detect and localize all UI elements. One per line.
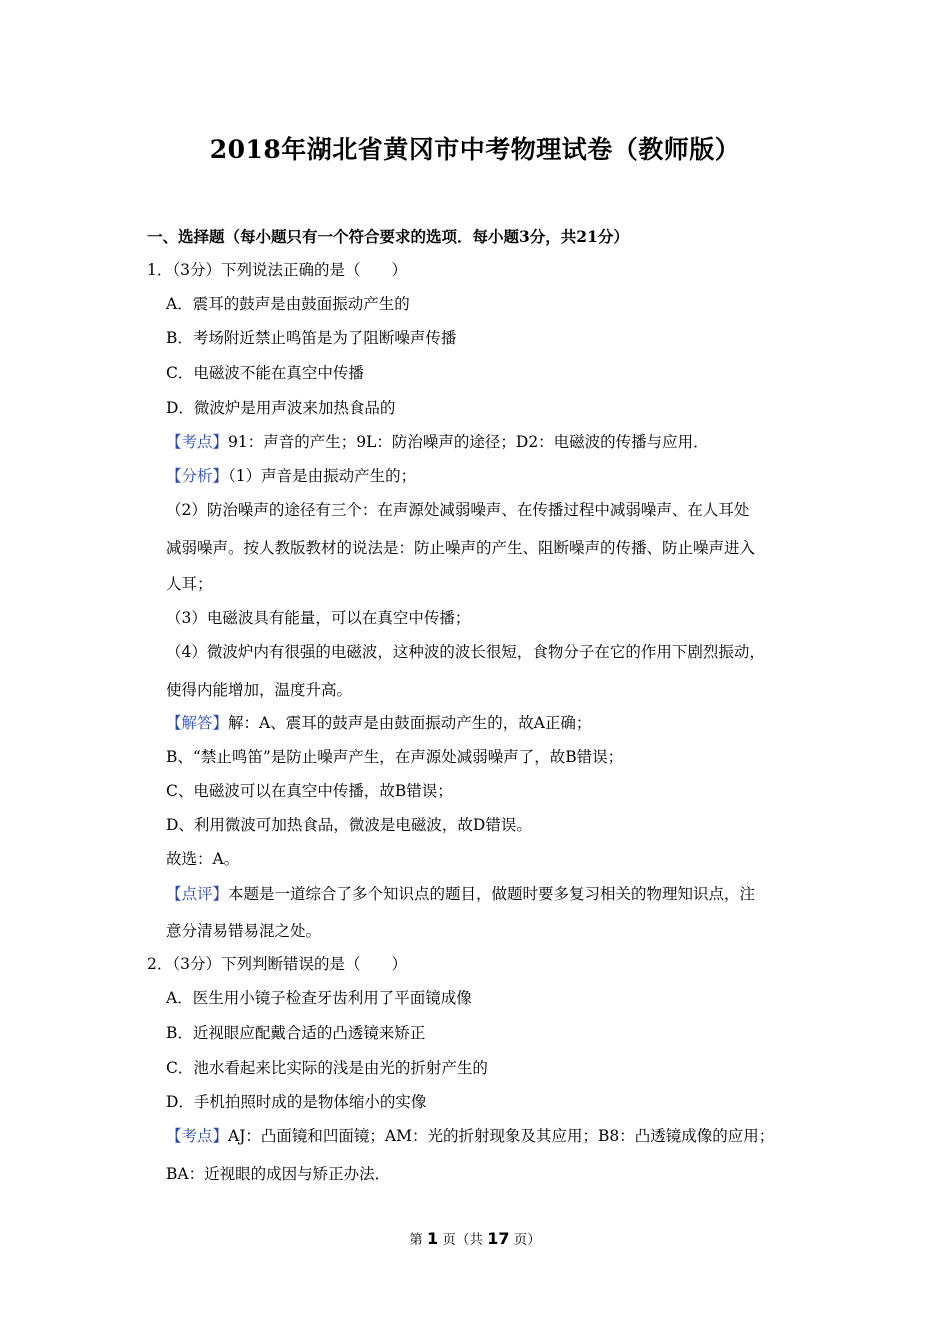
question-1-dianping: [166, 884, 755, 904]
question-1-option-b: B．考场附近禁止鸣笛是为了阻断噪声传播: [166, 329, 457, 347]
question-1-kaodian: [166, 432, 709, 452]
fenxi-line-2c: 人耳；: [166, 575, 213, 593]
question-1-option-a: A．震耳的鼓声是由鼓面振动产生的: [166, 295, 410, 313]
dianping-line-1: 本题是一道综合了多个知识点的题目，做题时要多复习相关的物理知识点，注: [228, 885, 756, 903]
fenxi-line-4a: （4）微波炉内有很强的电磁波，这种波的波长很短，食物分子在它的作用下剧烈振动，: [166, 643, 765, 661]
fenxi-line-3: （3）电磁波具有能量，可以在真空中传播；: [166, 609, 471, 627]
jieda-tag: 【解答】: [166, 714, 229, 732]
footer-suffix: 页）: [509, 1232, 541, 1248]
kaodian-tag: 【考点】: [166, 433, 229, 451]
footer-prefix: 第: [409, 1232, 427, 1248]
question-2-stem: 2．（3分）下列判断错误的是（ ）: [147, 955, 407, 973]
kaodian-text: 91：声音的产生；9L：防治噪声的途径；D2：电磁波的传播与应用．: [228, 433, 709, 451]
section-heading: 一、选择题（每小题只有一个符合要求的选项．每小题3分，共21分）: [147, 227, 629, 246]
document-title: 2018年湖北省黄冈市中考物理试卷（教师版）: [209, 135, 741, 164]
dianping-tag: 【点评】: [166, 885, 229, 903]
question-2-option-d: D．手机拍照时成的是物体缩小的实像: [166, 1093, 427, 1111]
question-2-option-a: A．医生用小镜子检查牙齿利用了平面镜成像: [166, 989, 472, 1007]
jieda-line-5: 故选：A。: [166, 850, 240, 868]
question-2-option-c: C．池水看起来比实际的浅是由光的折射产生的: [166, 1059, 488, 1077]
footer-middle: 页（共: [438, 1232, 488, 1248]
dianping-line-2: 意分清易错易混之处。: [166, 922, 322, 940]
total-pages: 17: [487, 1229, 510, 1248]
question-1-stem: 1．（3分）下列说法正确的是（ ）: [147, 261, 407, 279]
question-1-option-d: D．微波炉是用声波来加热食品的: [166, 399, 396, 417]
fenxi-tag: 【分析】: [166, 467, 229, 485]
jieda-line-1: 解：A、震耳的鼓声是由鼓面振动产生的，故A正确；: [228, 714, 592, 732]
question-1-fenxi: [166, 466, 416, 486]
question-1-option-c: C．电磁波不能在真空中传播: [166, 364, 364, 382]
question-2-option-b: B．近视眼应配戴合适的凸透镜来矫正: [166, 1024, 426, 1042]
page-footer: [0, 1228, 950, 1248]
question-2-kaodian: [166, 1126, 774, 1146]
question-1-jieda: [166, 713, 591, 733]
kaodian-tag: 【考点】: [166, 1127, 229, 1145]
fenxi-line-4b: 使得内能增加，温度升高。: [166, 681, 353, 699]
jieda-line-3: C、电磁波可以在真空中传播，故B错误；: [166, 782, 453, 800]
kaodian-line-1: AJ：凸面镜和凹面镜；AM：光的折射现象及其应用；B8：凸透镜成像的应用；: [228, 1127, 775, 1145]
kaodian-line-2: BA：近视眼的成因与矫正办法．: [166, 1165, 391, 1183]
fenxi-line-1: （1）声音是由振动产生的；: [228, 467, 417, 485]
page-number: 1: [427, 1229, 439, 1248]
jieda-line-2: B、“禁止鸣笛”是防止噪声产生，在声源处减弱噪声了，故B错误；: [166, 748, 624, 766]
fenxi-line-2a: （2）防治噪声的途径有三个：在声源处减弱噪声、在传播过程中减弱噪声、在人耳处: [166, 501, 750, 519]
fenxi-line-2b: 减弱噪声。按人教版教材的说法是：防止噪声的产生、阻断噪声的传播、防止噪声进入: [166, 539, 756, 557]
jieda-line-4: D、利用微波可加热食品，微波是电磁波，故D错误。: [166, 816, 532, 834]
